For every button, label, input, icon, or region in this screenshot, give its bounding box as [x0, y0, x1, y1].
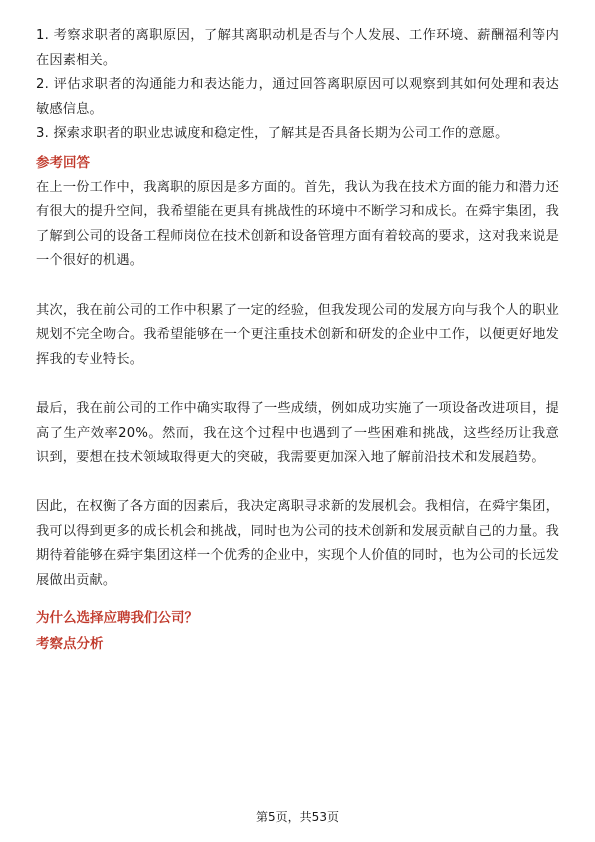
answer-paragraph: 在上一份工作中，我离职的原因是多方面的。首先，我认为我在技术方面的能力和潜力还有很大的提升空间，我希望能在更具有挑战性的环境中不断学习和成长。在舜宇集团，我了解到公司的设备工程师岗位在技术创新和设备管理方面有着较高的要求，这对我来说是一个很好的机遇。: [36, 179, 559, 269]
answer-heading: 参考回答: [36, 154, 90, 171]
list-item: 1. 考察求职者的离职原因，了解其离职动机是否与个人发展、工作环境、薪酬福利等内在因素相关。: [36, 28, 559, 68]
list-item: 3. 探索求职者的职业忠诚度和稳定性，了解其是否具备长期为公司工作的意愿。: [36, 126, 509, 142]
document-body: [36, 24, 559, 657]
list-item: 2. 评估求职者的沟通能力和表达能力，通过回答离职原因可以观察到其如何处理和表达敏感信息。: [36, 77, 559, 117]
page-footer: 第5页，共53页: [256, 810, 339, 824]
question-heading: 为什么选择应聘我们公司？: [36, 609, 198, 626]
answer-paragraph: 最后，我在前公司的工作中确实取得了一些成绩，例如成功实施了一项设备改进项目，提高了生产效率20%。然而，我在这个过程中也遇到了一些困难和挑战，这些经历让我意识到，要想在技术领域取得更大的突破，我需要更加深入地了解前沿技术和发展趋势。: [36, 400, 559, 466]
answer-paragraph: 其次，我在前公司的工作中积累了一定的经验，但我发现公司的发展方向与我个人的职业规划不完全吻合。我希望能够在一个更注重技术创新和研发的企业中工作，以便更好地发挥我的专业特长。: [36, 302, 559, 367]
analysis-heading: 考察点分析: [36, 636, 104, 653]
answer-paragraph: 因此，在权衡了各方面的因素后，我决定离职寻求新的发展机会。我相信，在舜宇集团，我可以得到更多的成长机会和挑战，同时也为公司的技术创新和发展贡献自己的力量。我期待着能够在舜宇集团这样一个优秀的企业中，实现个人价值的同时，也为公司的长远发展做出贡献。: [36, 499, 559, 589]
